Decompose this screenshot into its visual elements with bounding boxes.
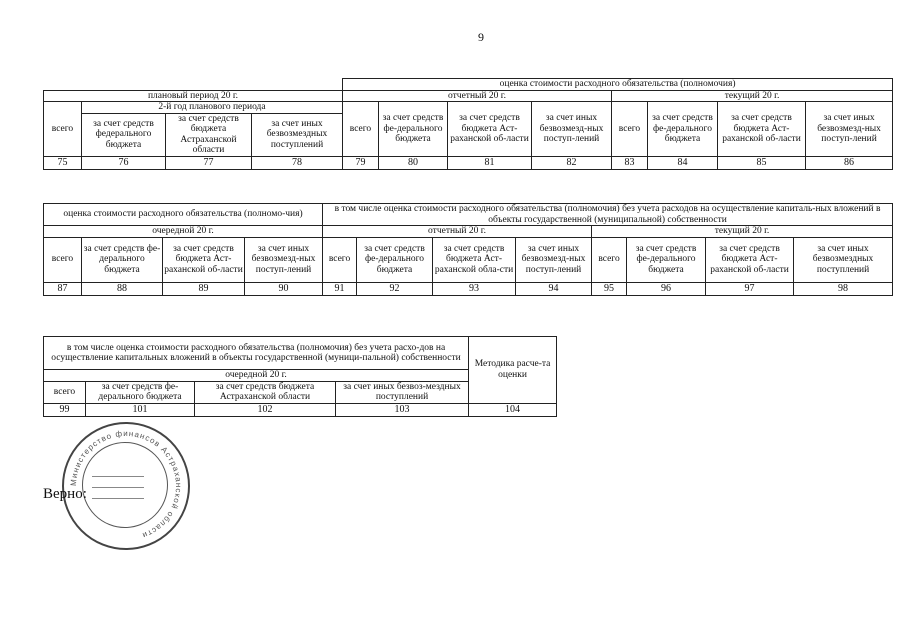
- column-number: 98: [794, 282, 893, 295]
- column-number: 77: [166, 156, 252, 169]
- column-number: 82: [532, 156, 612, 169]
- column-number: 91: [323, 282, 357, 295]
- col-federal: за счет средств фе-дерального бюджета: [648, 102, 718, 157]
- column-number: 89: [163, 282, 245, 295]
- column-number: 83: [612, 156, 648, 169]
- col-total: всего: [44, 237, 82, 282]
- col-federal: за счет средств фе-дерального бюджета: [627, 237, 706, 282]
- column-number: 84: [648, 156, 718, 169]
- col-total: всего: [323, 237, 357, 282]
- col-federal: за счет средств фе-дерального бюджета: [86, 381, 195, 403]
- estimate-header: оценка стоимости расходного обязательства (полномо-чия): [44, 204, 323, 226]
- column-number: 86: [806, 156, 893, 169]
- svg-text:Министерство финансов Астрахан: Министерство финансов Астраханской области: [68, 428, 184, 541]
- next-year-header: очередной 20 г.: [44, 370, 469, 382]
- budget-table-2: [43, 203, 893, 296]
- planned-period-header: плановый период 20 г.: [44, 90, 343, 102]
- col-federal: за счет средств фе-дерального бюджета: [357, 237, 433, 282]
- col-other: за счет иных безвозмездных поступлений: [252, 113, 343, 156]
- column-number: 75: [44, 156, 82, 169]
- column-number: 95: [592, 282, 627, 295]
- next-year-header: очередной 20 г.: [44, 226, 323, 238]
- col-total: всего: [44, 381, 86, 403]
- column-number: 85: [718, 156, 806, 169]
- reporting-year-header: отчетный 20 г.: [323, 226, 592, 238]
- column-number: 104: [469, 403, 557, 416]
- column-number: 76: [82, 156, 166, 169]
- column-number: 87: [44, 282, 82, 295]
- column-number: 97: [706, 282, 794, 295]
- budget-table-1: [43, 78, 893, 170]
- column-number: 80: [379, 156, 448, 169]
- col-regional: за счет средств бюджета Астраханской области: [195, 381, 336, 403]
- col-other: за счет иных безвозмезд-ных поступ-лений: [516, 237, 592, 282]
- col-total: всего: [44, 102, 82, 157]
- col-other: за счет иных безвозмезд-ных поступ-лений: [532, 102, 612, 157]
- column-number: 79: [343, 156, 379, 169]
- col-federal: за счет средств федерального бюджета: [82, 113, 166, 156]
- column-number: 94: [516, 282, 592, 295]
- column-number: 88: [82, 282, 163, 295]
- column-number: 101: [86, 403, 195, 416]
- current-year-header: текущий 20 г.: [592, 226, 893, 238]
- reporting-year-header: отчетный 20 г.: [343, 90, 612, 102]
- estimate-header: оценка стоимости расходного обязательства (полномочия): [343, 79, 893, 91]
- col-total: всего: [612, 102, 648, 157]
- excluding-capex-header: в том числе оценка стоимости расходного обязательства (полномочия) без учета расходов на осуществление капиталь-ных вложений в объекты государственной (муниципальной) собственности: [323, 204, 893, 226]
- col-other: за счет иных безвозмездных поступлений: [794, 237, 893, 282]
- stamp-center-lines: [86, 468, 150, 501]
- column-number: 96: [627, 282, 706, 295]
- column-number: 103: [336, 403, 469, 416]
- column-number: 78: [252, 156, 343, 169]
- col-regional: за счет средств бюджета Аст-раханской об-ласти: [706, 237, 794, 282]
- second-year-header: 2-й год планового периода: [82, 102, 343, 114]
- page-number: 9: [478, 30, 484, 44]
- col-federal: за счет средств фе-дерального бюджета: [379, 102, 448, 157]
- column-number: 81: [448, 156, 532, 169]
- col-regional: за счет средств бюджета Аст-раханской об-ласти: [718, 102, 806, 157]
- current-year-header: текущий 20 г.: [612, 90, 893, 102]
- column-number: 93: [433, 282, 516, 295]
- col-total: всего: [343, 102, 379, 157]
- col-total: всего: [592, 237, 627, 282]
- col-regional: за счет средств бюджета Аст-раханской обла-сти: [433, 237, 516, 282]
- col-regional: за счет средств бюджета Астраханской области: [166, 113, 252, 156]
- column-number: 99: [44, 403, 86, 416]
- column-number: 102: [195, 403, 336, 416]
- col-federal: за счет средств фе-дерального бюджета: [82, 237, 163, 282]
- column-number: 90: [245, 282, 323, 295]
- budget-table-3: [43, 336, 557, 417]
- verno-label: Верно:: [43, 486, 87, 502]
- methodology-header: Методика расче-та оценки: [469, 337, 557, 404]
- col-regional: за счет средств бюджета Аст-раханской об-ласти: [163, 237, 245, 282]
- col-regional: за счет средств бюджета Аст-раханской об-ласти: [448, 102, 532, 157]
- col-other: за счет иных безвоз-мездных поступлений: [336, 381, 469, 403]
- column-number: 92: [357, 282, 433, 295]
- col-other: за счет иных безвозмезд-ных поступ-лений: [245, 237, 323, 282]
- col-other: за счет иных безвозмезд-ных поступ-лений: [806, 102, 893, 157]
- excluding-capex-header: в том числе оценка стоимости расходного обязательства (полномочия) без учета расхо-дов на осуществление капитальных вложений в объекты государственной (муници-пальной) собственности: [44, 337, 469, 370]
